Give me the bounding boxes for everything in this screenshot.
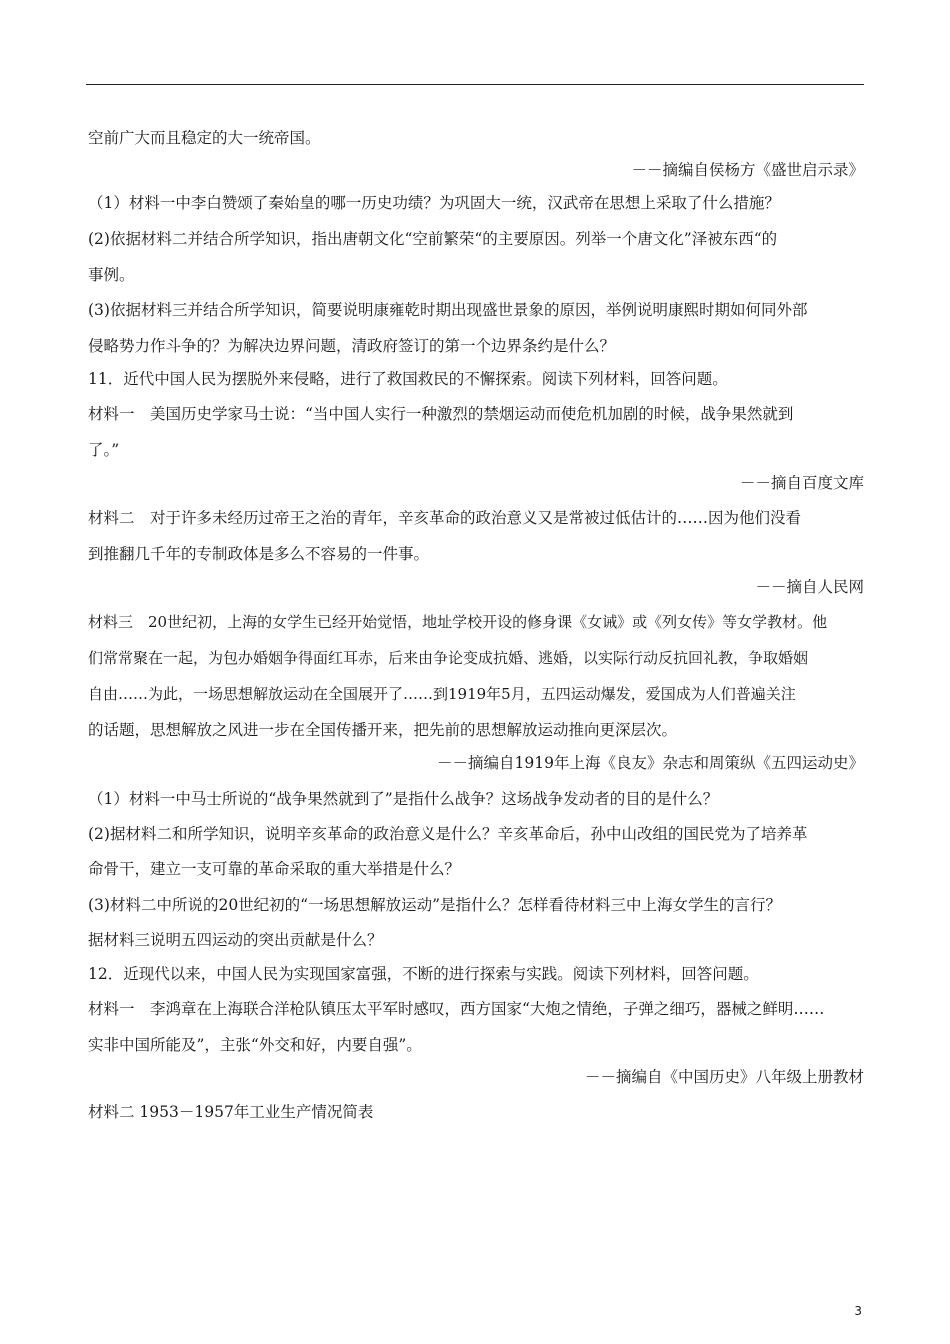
material-line: 实非中国所能及”，主张“外交和好，内要自强”。	[88, 1036, 422, 1054]
question-line: (2)据材料二和所学知识，说明辛亥革命的政治意义是什么？辛亥革命后，孙中山改组的国民党为了培养革	[88, 825, 808, 843]
source-citation: －－摘编自侯杨方《盛世启示录》	[631, 161, 864, 179]
question-heading: 12．近现代以来，中国人民为实现国家富强，不断的进行探索与实践。阅读下列材料，回答问题。	[88, 965, 759, 983]
question-line: (3)依据材料三并结合所学知识，简要说明康雍乾时期出现盛世景象的原因，举例说明康熙时期如何同外部	[88, 301, 808, 319]
question-line: (3)材料二中所说的20世纪初的“一场思想解放运动”是指什么？怎样看待材料三中上海女学生的言行？	[88, 896, 782, 914]
question-line: （1）材料一中马士所说的“战争果然就到了”是指什么战争？这场战争发动者的目的是什么？	[88, 790, 719, 808]
page-number: 3	[854, 1304, 862, 1318]
question-line: （1）材料一中李白赞颂了秦始皇的哪一历史功绩？为巩固大一统，汉武帝在思想上采取了什么措施？	[88, 194, 780, 212]
material-line: 材料一 李鸿章在上海联合洋枪队镇压太平军时感叹，西方国家“大炮之情绝，子弹之细巧，器械之鲜明……	[88, 1000, 825, 1018]
question-line: 事例。	[88, 266, 135, 284]
question-line: 据材料三说明五四运动的突出贡献是什么？	[88, 931, 383, 949]
material-line: 的话题，思想解放之风进一步在全国传播开来，把先前的思想解放运动推向更深层次。	[88, 721, 678, 739]
material-line: 们常常聚在一起，为包办婚姻争得面红耳赤，后来由争论变成抗婚、逃婚，以实际行动反抗回礼教，争取婚姻	[88, 649, 809, 667]
material-line: 材料二 1953－1957年工业生产情况简表	[88, 1103, 374, 1121]
material-line: 自由……为此，一场思想解放运动在全国展开了……到1919年5月，五四运动爆发，爱国成为人们普遍关注	[88, 685, 796, 703]
material-line: 材料三 20世纪初，上海的女学生已经开始觉悟，地址学校开设的修身课《女诫》或《列女传》等女学教材。他	[88, 613, 828, 631]
source-citation: －－摘编自1919年上海《良友》杂志和周策纵《五四运动史》	[437, 754, 864, 772]
question-line: 命骨干，建立一支可靠的革命采取的重大举措是什么？	[88, 860, 461, 878]
header-rule	[86, 84, 864, 85]
material-line: 材料二 对于许多未经历过帝王之治的青年，辛亥革命的政治意义又是常被过低估计的……因为他们没看	[88, 509, 802, 527]
material-line: 到推翻几千年的专制政体是多么不容易的一件事。	[88, 545, 430, 563]
source-citation: －－摘自百度文库	[739, 474, 864, 492]
question-heading: 11．近代中国人民为摆脱外来侵略，进行了救国救民的不懈探索。阅读下列材料，回答问题。	[88, 370, 728, 388]
text-line: 空前广大而且稳定的大一统帝国。	[88, 129, 321, 147]
question-line: (2)依据材料二并结合所学知识，指出唐朝文化“空前繁荣“的主要原因。列举一个唐文化”泽被东西“的	[88, 230, 778, 248]
question-line: 侵略势力作斗争的？为解决边界问题，清政府签订的第一个边界条约是什么？	[88, 337, 616, 355]
source-citation: －－摘自人民网	[755, 578, 864, 596]
source-citation: －－摘编自《中国历史》八年级上册教材	[584, 1068, 864, 1086]
material-line: 材料一 美国历史学家马士说：“当中国人实行一种激烈的禁烟运动而使危机加剧的时候，战争果然就到	[88, 405, 794, 423]
material-line: 了。”	[88, 441, 120, 459]
